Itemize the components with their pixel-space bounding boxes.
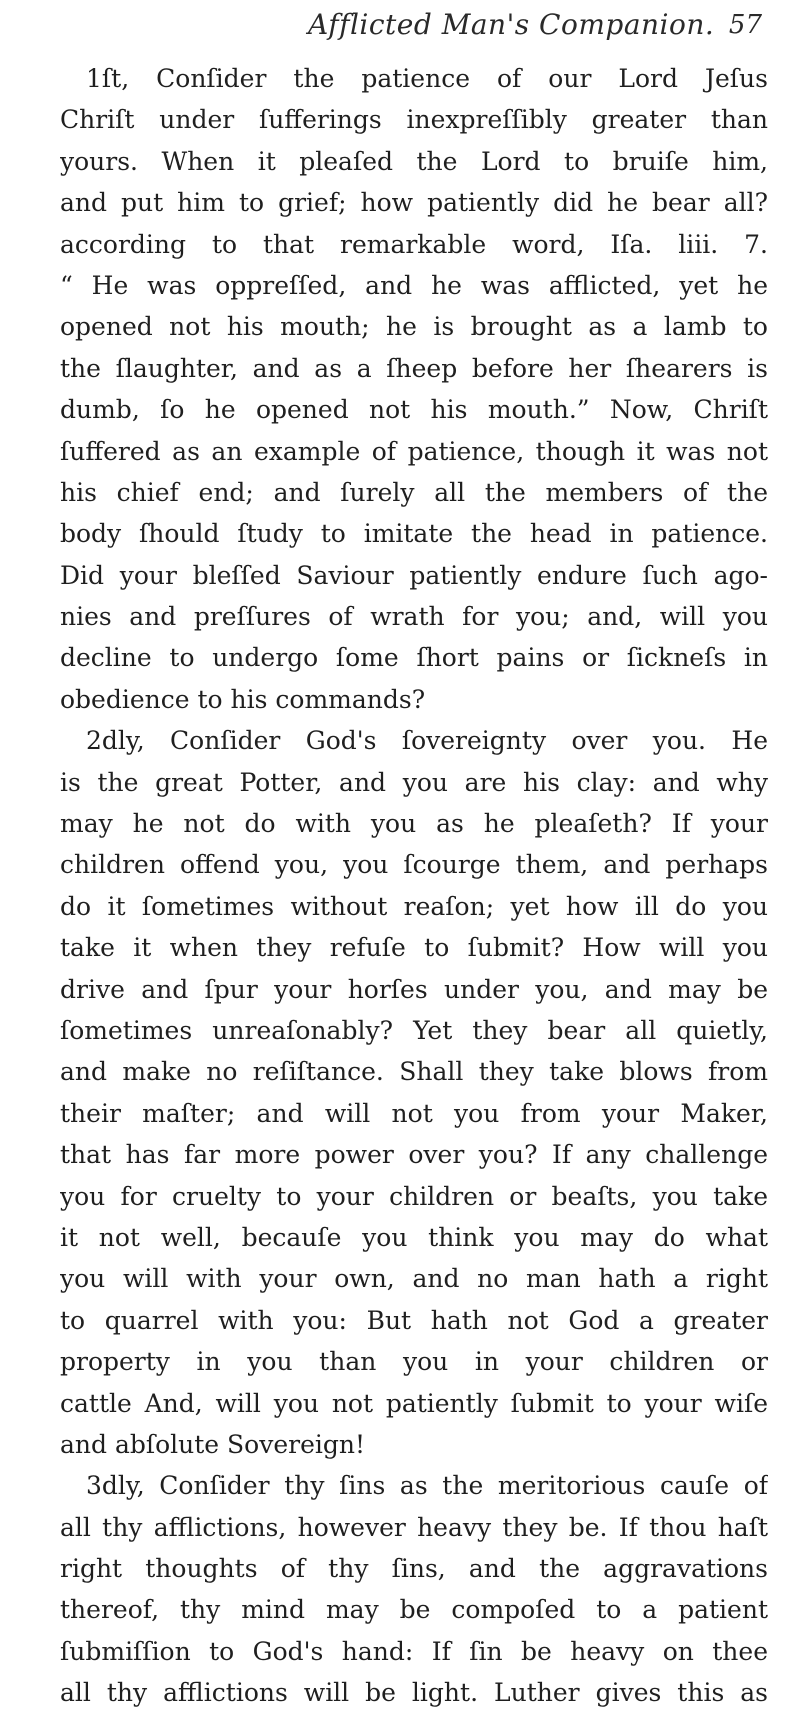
text-line: the ſlaughter, and as a ſheep before her ſhearers is bbox=[60, 353, 768, 383]
text-line: their maſter; and will not you from your Maker, bbox=[60, 1098, 768, 1128]
text-line: opened not his mouth; he is brought as a lamb to bbox=[60, 312, 768, 342]
page-number: 57 bbox=[728, 10, 762, 40]
text-line: yours. When it pleaſed the Lord to bruiſe him, bbox=[60, 146, 768, 176]
text-line: and make no reſiſtance. Shall they take blows from bbox=[60, 1057, 768, 1087]
text-line: 2dly, Conſider God's ſovereignty over you. He bbox=[86, 726, 768, 756]
text-line: right thoughts of thy ſins, and the aggravations bbox=[60, 1554, 768, 1584]
text-line: you will with your own, and no man hath a right bbox=[60, 1264, 768, 1294]
text-line: Did your bleſſed Saviour patiently endure ſuch ago- bbox=[60, 560, 768, 590]
text-line: decline to undergo ſome ſhort pains or ſickneſs in bbox=[60, 643, 768, 673]
text-line: dumb, ſo he opened not his mouth.” Now, Chriſt bbox=[60, 395, 768, 425]
text-line: do it ſometimes without reaſon; yet how ill do you bbox=[60, 891, 768, 921]
paragraph bbox=[60, 1465, 768, 1713]
running-head bbox=[60, 0, 768, 58]
text-line: all thy afflictions will be light. Luther gives this as bbox=[60, 1678, 768, 1708]
paragraph bbox=[60, 58, 768, 720]
text-line: body ſhould ſtudy to imitate the head in patience. bbox=[60, 519, 768, 549]
text-line: ſometimes unreaſonably? Yet they bear all quietly, bbox=[60, 1015, 768, 1045]
paragraph bbox=[60, 720, 768, 1465]
text-line: drive and ſpur your horſes under you, and may be bbox=[60, 974, 768, 1004]
text-line: and put him to grief; how patiently did he bear all? bbox=[60, 188, 768, 218]
text-line: is the great Potter, and you are his clay: and why bbox=[60, 767, 768, 797]
text-line: nies and preſſures of wrath for you; and, will you bbox=[60, 602, 768, 632]
text-line: cattle And, will you not patiently ſubmit to your wiſe bbox=[60, 1388, 768, 1418]
text-line: children offend you, you ſcourge them, and perhaps bbox=[60, 850, 768, 880]
text-line: ſubmiſſion to God's hand: If ſin be heavy on thee bbox=[60, 1636, 768, 1666]
body-text bbox=[60, 58, 768, 1714]
text-line: “ He was oppreſſed, and he was afflicted, yet he bbox=[60, 270, 768, 300]
text-line: obedience to his commands? bbox=[60, 684, 426, 714]
text-line: and abſolute Sovereign! bbox=[60, 1429, 366, 1459]
text-line: it not well, becauſe you think you may do what bbox=[60, 1222, 768, 1252]
text-line: take it when they refuſe to ſubmit? How will you bbox=[60, 933, 768, 963]
text-line: thereof, thy mind may be compoſed to a patient bbox=[60, 1595, 768, 1625]
text-line: according to that remarkable word, Iſa. liii. 7. bbox=[60, 229, 768, 259]
text-line: may he not do with you as he pleaſeth? If your bbox=[60, 809, 768, 839]
text-line: Chriſt under ſufferings inexpreſſibly greater than bbox=[60, 105, 768, 135]
text-line: to quarrel with you: But hath not God a greater bbox=[60, 1305, 768, 1335]
text-line: 1ſt, Conſider the patience of our Lord Jeſus bbox=[86, 64, 768, 93]
text-line: you for cruelty to your children or beaſts, you take bbox=[60, 1181, 768, 1211]
text-line: his chief end; and ſurely all the members of the bbox=[60, 477, 768, 507]
text-line: property in you than you in your children or bbox=[60, 1347, 768, 1377]
text-line: 3dly, Conſider thy ſins as the meritorious cauſe of bbox=[86, 1471, 768, 1501]
text-line: all thy afflictions, however heavy they be. If thou haſt bbox=[60, 1512, 768, 1542]
running-title: Afflicted Man's Companion. bbox=[308, 8, 715, 41]
text-line: ſuffered as an example of patience, though it was not bbox=[60, 436, 768, 466]
text-line: that has far more power over you? If any challenge bbox=[60, 1140, 768, 1170]
